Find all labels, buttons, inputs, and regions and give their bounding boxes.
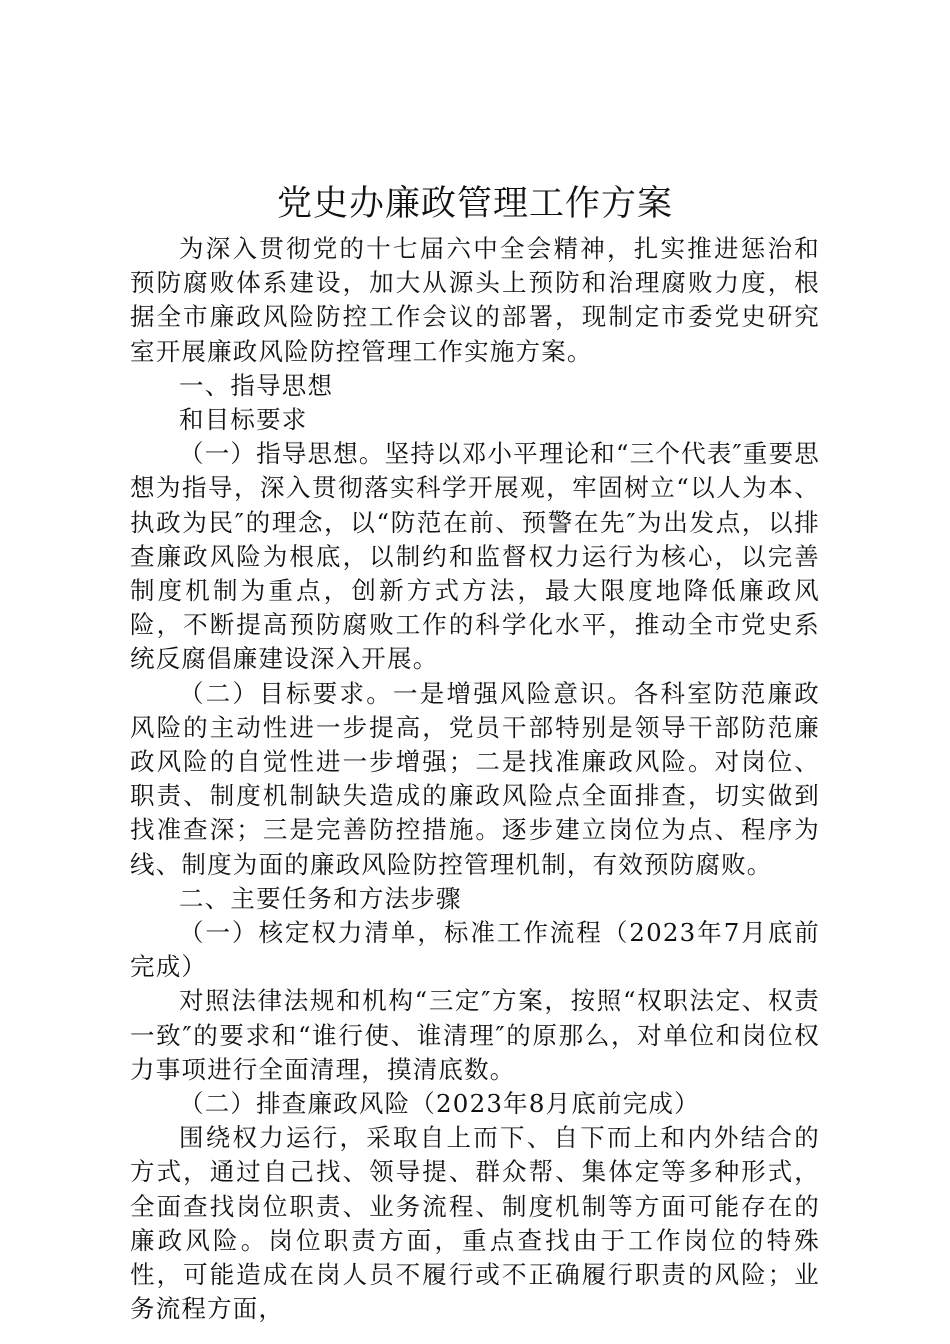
section-heading-1: 一、指导思想 [179, 370, 334, 400]
document-body [130, 232, 820, 1327]
power-list-paragraph: 对照法律法规和机构“三定″方案，按照“权职法定、权责一致″的要求和“谁行使、谁清理″的原那么，对单位和岗位权力事项进行全面清理，摸清底数。 [130, 986, 820, 1084]
risk-check-paragraph: 围绕权力运行，采取自上而下、自下而上和内外结合的方式，通过自己找、领导提、群众帮、集体定等多种形式，全面查找岗位职责、业务流程、制度机制等方面可能存在的廉政风险。岗位职责方面，重点查找由于工作岗位的特殊性，可能造成在岗人员不履行或不正确履行职责的风险；业务流程方面， [130, 1123, 820, 1324]
subsection-heading-power-list: （一）核定权力清单，标准工作流程（2023年7月底前完成） [130, 918, 820, 982]
intro-paragraph: 为深入贯彻党的十七届六中全会精神，扎实推进惩治和预防腐败体系建设，加大从源头上预防和治理腐败力度，根据全市廉政风险防控工作会议的部署，现制定市委党史研究室开展廉政风险防控管理工作实施方案。 [130, 234, 820, 366]
document-title: 党史办廉政管理工作方案 [276, 184, 673, 224]
subsection-heading-risk-check: （二）排查廉政风险（2023年8月底前完成） [179, 1089, 700, 1119]
goals-paragraph: （二）目标要求。一是增强风险意识。各科室防范廉政风险的主动性进一步提高，党员干部特别是领导干部防范廉政风险的自觉性进一步增强；二是找准廉政风险。对岗位、职责、制度机制缺失造成的廉政风险点全面排查，切实做到找准查深；三是完善防控措施。逐步建立岗位为点、程序为线、制度为面的廉政风险防控管理机制，有效预防腐败。 [130, 678, 820, 879]
section-heading-2: 二、主要任务和方法步骤 [179, 883, 462, 913]
section-heading-1-continued: 和目标要求 [179, 405, 308, 435]
guiding-ideology-paragraph: （一）指导思想。坚持以邓小平理论和“三个代表″重要思想为指导，深入贯彻落实科学开展观，牢固树立“以人为本、执政为民″的理念，以“防范在前、预警在先″为出发点，以排查廉政风险为根底，以制约和监督权力运行为核心，以完善制度机制为重点，创新方式方法，最大限度地降低廉政风险，不断提高预防腐败工作的科学化水平，推动全市党史系统反腐倡廉建设深入开展。 [130, 439, 820, 674]
